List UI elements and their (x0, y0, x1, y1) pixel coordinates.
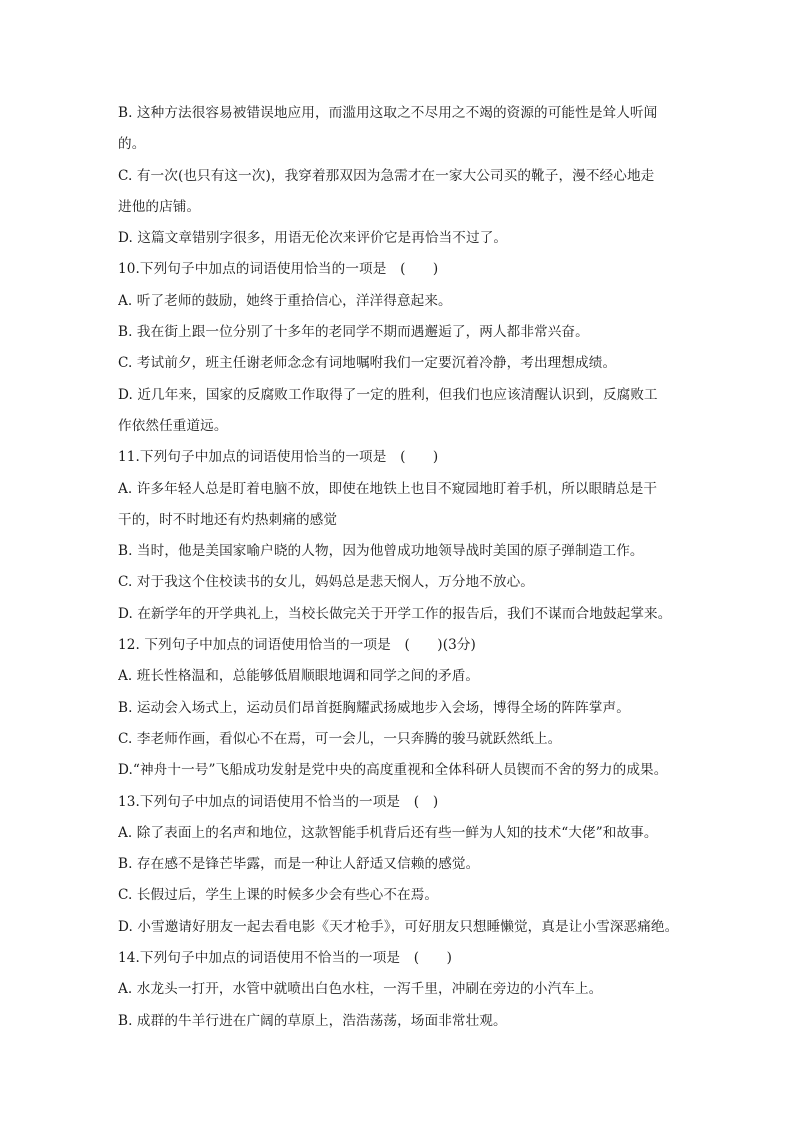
text-line: B. 当时，他是美国家喻户晓的人物，因为他曾成功地领导战时美国的原子弹制造工作。 (118, 543, 644, 560)
text-line: A. 班长性格温和，总能够低眉顺眼地调和同学之间的矛盾。 (118, 668, 480, 685)
text-line: C. 长假过后，学生上课的时候多少会有些心不在焉。 (118, 887, 439, 904)
text-line: D. 在新学年的开学典礼上，当校长做完关于开学工作的报告后，我们不谋而合地鼓起掌来。 (118, 605, 672, 622)
text-line: A. 水龙头一打开，水管中就喷出白色水柱，一泻千里，冲刷在旁边的小汽车上。 (118, 981, 603, 998)
text-line: 干的，时不时地还有灼热刺痛的感觉 (118, 511, 338, 528)
text-line: C. 对于我这个住校读书的女儿，妈妈总是悲天悯人，万分地不放心。 (118, 574, 534, 591)
text-line: C. 考试前夕，班主任谢老师念念有词地嘱咐我们一定要沉着冷静，考出理想成绩。 (118, 355, 617, 372)
text-line: D.“神舟十一号”飞船成功发射是党中央的高度重视和全体科研人员锲而不舍的努力的成果。 (118, 762, 668, 779)
question-stem-13: 13.下列句子中加点的词语使用不恰当的一项是 ( ) (118, 793, 439, 810)
text-line: 进他的店铺。 (118, 198, 201, 215)
question-stem-14: 14.下列句子中加点的词语使用不恰当的一项是 ( ) (118, 950, 452, 967)
text-line: B. 成群的牛羊行进在广阔的草原上，浩浩荡荡，场面非常壮观。 (118, 1012, 507, 1029)
text-line: C. 有一次(也只有这一次)，我穿着那双因为急需才在一家大公司买的靴子，漫不经心地走 (118, 167, 655, 184)
text-line: 作依然任重道远。 (118, 417, 228, 434)
text-line: A. 许多年轻人总是盯着电脑不放，即使在地铁上也目不窥园地盯着手机，所以眼睛总是干 (118, 480, 658, 497)
text-line: A. 听了老师的鼓励，她终于重拾信心，洋洋得意起来。 (118, 292, 452, 309)
text-line: D. 小雪邀请好朋友一起去看电影《天才枪手》，可好朋友只想睡懒觉，真是让小雪深恶痛绝。 (118, 918, 679, 935)
question-text-body (118, 98, 698, 1037)
text-line: C. 李老师作画，看似心不在焉，可一会儿，一只奔腾的骏马就跃然纸上。 (118, 730, 562, 747)
text-line: B. 这种方法很容易被错误地应用，而滥用这取之不尽用之不竭的资源的可能性是耸人听闻 (118, 105, 658, 121)
text-line: D. 近几年来，国家的反腐败工作取得了一定的胜利，但我们也应该清醒认识到，反腐败工 (118, 386, 658, 403)
text-line: A. 除了表面上的名声和地位，这款智能手机背后还有些一鲜为人知的技术“大佬”和故事。 (118, 824, 658, 841)
text-line: B. 运动会入场式上，运动员们昂首挺胸耀武扬威地步入会场，博得全场的阵阵掌声。 (118, 699, 630, 716)
text-line: B. 我在街上跟一位分别了十多年的老同学不期而遇邂逅了，两人都非常兴奋。 (118, 324, 589, 341)
question-stem-12: 12. 下列句子中加点的词语使用恰当的一项是 ( )(3分) (118, 637, 476, 654)
text-line: D. 这篇文章错别字很多，用语无伦次来评价它是再恰当不过了。 (118, 230, 508, 247)
text-line: B. 存在感不是锋芒毕露，而是一种让人舒适又信赖的感觉。 (118, 856, 480, 873)
question-stem-11: 11.下列句子中加点的词语使用恰当的一项是 ( ) (118, 449, 439, 466)
question-stem-10: 10.下列句子中加点的词语使用恰当的一项是 ( ) (118, 261, 439, 278)
text-line: 的。 (118, 136, 146, 153)
